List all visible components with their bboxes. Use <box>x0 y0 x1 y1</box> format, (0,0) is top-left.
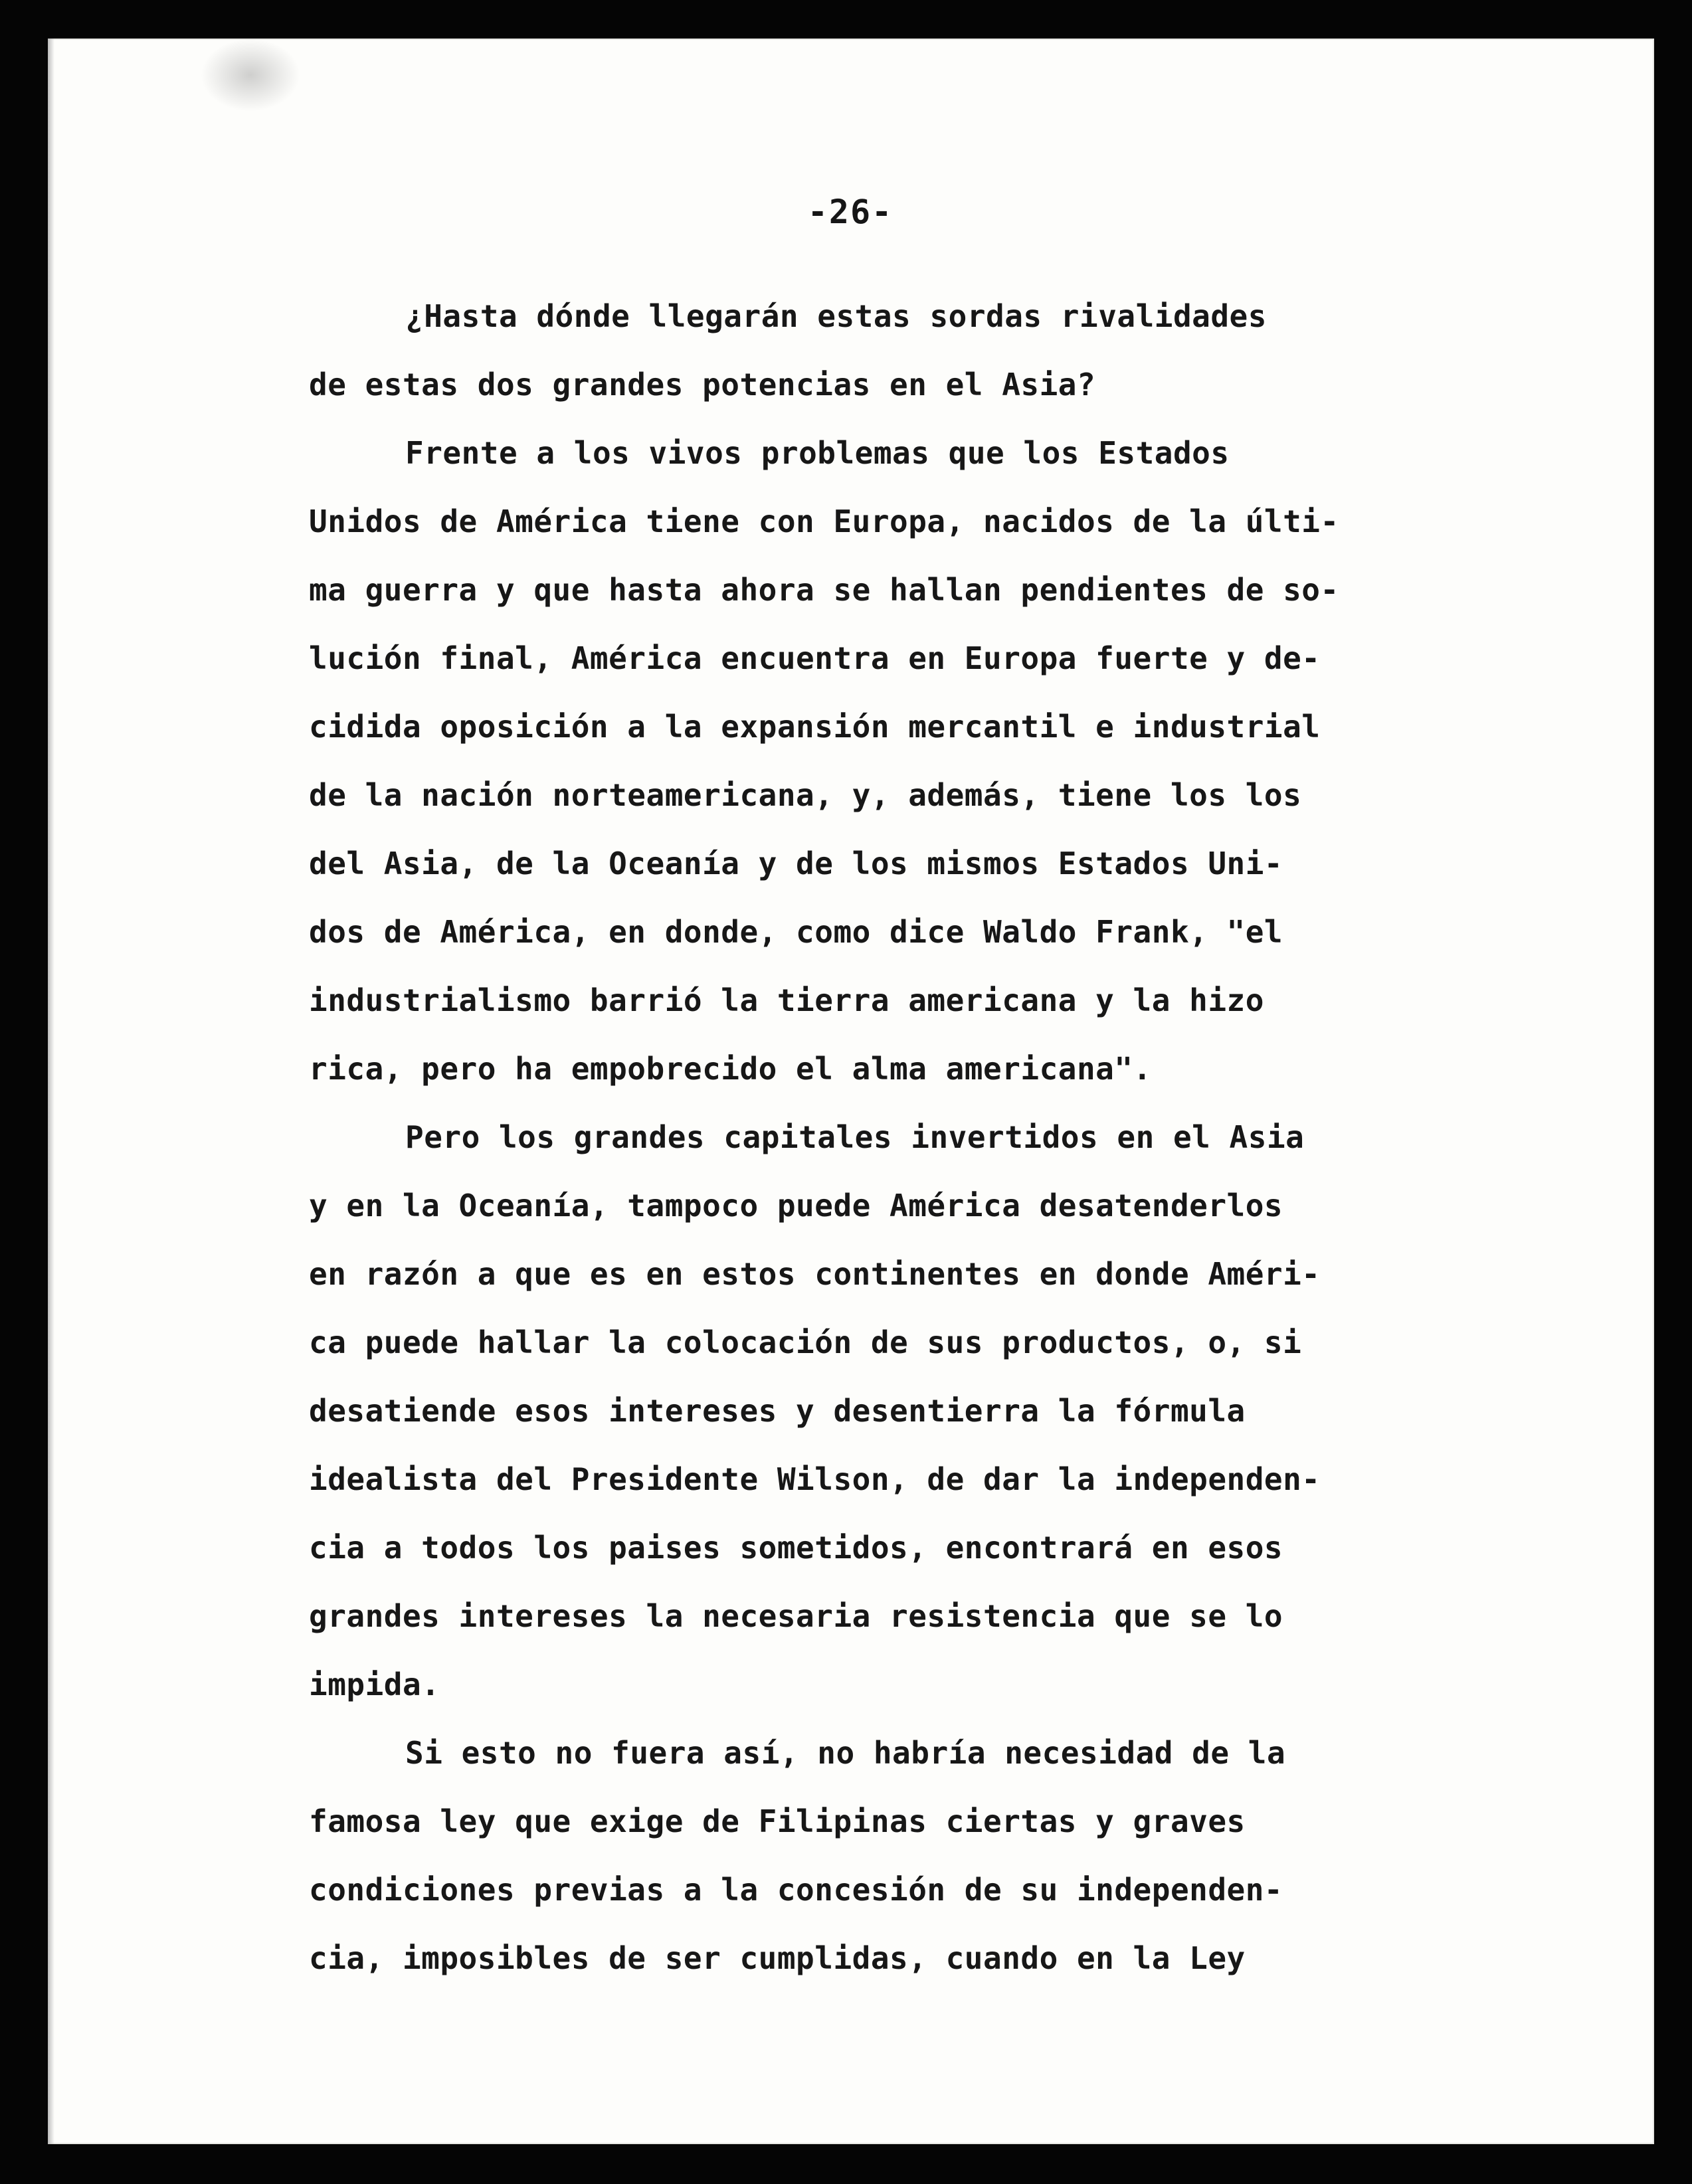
text-line: desatiende esos intereses y desentierra la fórmula <box>309 1393 1246 1429</box>
text-line: condiciones previas a la concesión de su independen- <box>309 1872 1283 1908</box>
text-line: dos de América, en donde, como dice Waldo Frank, "el <box>309 914 1283 950</box>
text-line: del Asia, de la Oceanía y de los mismos Estados Uni- <box>309 846 1283 881</box>
text-line: Pero los grandes capitales invertidos en el Asia <box>405 1119 1305 1155</box>
page-number: -26- <box>807 193 893 231</box>
text-line: cidida oposición a la expansión mercantil e industrial <box>309 709 1321 745</box>
ink-smudge <box>201 39 300 112</box>
text-line: grandes intereses la necesaria resistencia que se lo <box>309 1598 1283 1634</box>
text-line: famosa ley que exige de Filipinas ciertas y graves <box>309 1803 1246 1839</box>
text-line: Si esto no fuera así, no habría necesidad de la <box>405 1735 1286 1771</box>
body-text <box>309 282 1505 1993</box>
text-line: ca puede hallar la colocación de sus productos, o, si <box>309 1324 1302 1360</box>
text-line: de la nación norteamericana, y, además, tiene los los <box>309 777 1302 813</box>
text-line: en razón a que es en estos continentes en donde Améri- <box>309 1256 1321 1292</box>
page-edge-shadow <box>48 39 54 2144</box>
text-line: ma guerra y que hasta ahora se hallan pendientes de so- <box>309 572 1339 608</box>
text-line: industrialismo barrió la tierra americana y la hizo <box>309 982 1264 1018</box>
text-line: rica, pero ha empobrecido el alma americana". <box>309 1051 1152 1087</box>
text-line: idealista del Presidente Wilson, de dar la independen- <box>309 1461 1321 1497</box>
text-line: ¿Hasta dónde llegarán estas sordas rivalidades <box>405 298 1267 334</box>
text-line: Unidos de América tiene con Europa, nacidos de la últi- <box>309 503 1339 539</box>
text-line: Frente a los vivos problemas que los Estados <box>405 435 1230 471</box>
text-line: y en la Oceanía, tampoco puede América desatenderlos <box>309 1188 1283 1224</box>
text-line: de estas dos grandes potencias en el Asia? <box>309 367 1096 403</box>
text-line: lución final, América encuentra en Europa fuerte y de- <box>309 640 1321 676</box>
text-line: impida. <box>309 1667 440 1702</box>
text-line: cia a todos los paises sometidos, encontrará en esos <box>309 1530 1283 1566</box>
text-line: cia, imposibles de ser cumplidas, cuando en la Ley <box>309 1940 1246 1976</box>
